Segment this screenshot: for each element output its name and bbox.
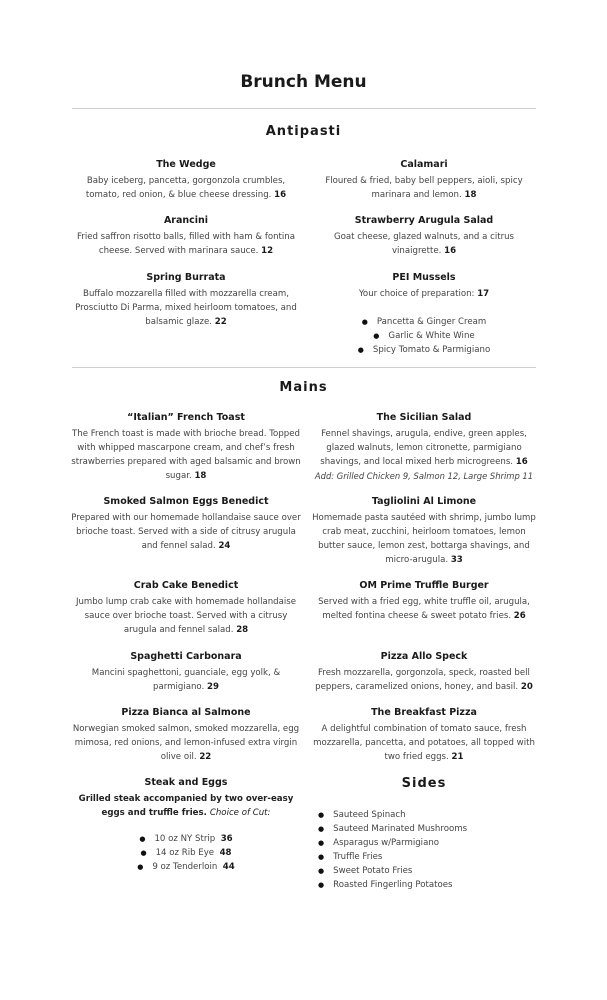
preparation-options — [308, 315, 540, 357]
item-description: A delightful combination of tomato sauce, fresh mozzarella, pancetta, and potatoes, all topped with two fried eggs. 21 — [313, 724, 535, 762]
menu-item — [70, 496, 302, 553]
item-description: Your choice of preparation: 17 — [358, 289, 490, 299]
item-name: Pizza Allo Speck — [380, 651, 468, 662]
sides-list — [318, 808, 467, 892]
menu-item — [308, 215, 540, 258]
item-description: Fresh mozzarella, gorgonzola, speck, roasted bell peppers, caramelized onions, honey, and basil. 20 — [315, 668, 533, 692]
cut-price: 44 — [222, 862, 235, 872]
menu-title: Brunch Menu — [240, 72, 367, 92]
item-description: Served with a fried egg, white truffle oil, arugula, melted fontina cheese & sweet potato fries. 26 — [318, 597, 530, 621]
menu-item — [308, 272, 540, 357]
item-name: The Breakfast Pizza — [371, 707, 477, 718]
divider — [72, 108, 536, 109]
menu-item — [70, 272, 302, 329]
divider — [72, 367, 536, 368]
side-item: ● Asparagus w/Parmigiano — [318, 836, 467, 850]
menu-item — [308, 707, 540, 764]
item-description: Buffalo mozzarella filled with mozzarella cream, Prosciutto Di Parma, mixed heirloom tomatoes, and balsamic glaze. 22 — [75, 289, 297, 327]
item-name: PEI Mussels — [392, 272, 456, 283]
item-name: Pizza Bianca al Salmone — [121, 707, 251, 718]
item-price: 18 — [464, 190, 477, 200]
item-description: Grilled steak accompanied by two over-easy eggs and truffle fries. Choice of Cut: — [78, 794, 294, 818]
side-item: ● Sweet Potato Fries — [318, 864, 467, 878]
item-description: Mancini spaghettoni, guanciale, egg yolk, & parmigiano. 29 — [91, 668, 281, 692]
menu-item — [70, 651, 302, 694]
item-description: Goat cheese, glazed walnuts, and a citrus vinaigrette. 16 — [333, 232, 515, 256]
cut-options — [70, 832, 302, 874]
item-price: 22 — [214, 317, 227, 327]
menu-item — [308, 580, 540, 623]
item-name: Crab Cake Benedict — [133, 580, 239, 591]
cut-option: ● 14 oz Rib Eye 48 — [70, 846, 302, 860]
item-name: Arancini — [163, 215, 209, 226]
side-item: ● Sauteed Spinach — [318, 808, 467, 822]
item-description: Fennel shavings, arugula, endive, green apples, glazed walnuts, lemon citronette, parmigiano shavings, and local mixed herb microgreens. 16 — [320, 429, 528, 467]
side-item: ● Truffle Fries — [318, 850, 467, 864]
side-item: ● Sauteed Marinated Mushrooms — [318, 822, 467, 836]
option-item: ● Spicy Tomato & Parmigiano — [308, 343, 540, 357]
item-name: Calamari — [400, 159, 448, 170]
menu-item — [308, 496, 540, 567]
item-name: The Wedge — [156, 159, 216, 170]
menu-item — [70, 159, 302, 202]
item-price: 28 — [236, 625, 249, 635]
item-description: Norwegian smoked salmon, smoked mozzarella, egg mimosa, red onions, and lemon-infused extra virgin olive oil. 22 — [72, 724, 300, 762]
item-name: Tagliolini Al Limone — [371, 496, 477, 507]
section-heading-antipasti: Antipasti — [265, 124, 342, 139]
item-price: 24 — [218, 541, 231, 551]
menu-item — [308, 651, 540, 694]
item-name: Steak and Eggs — [144, 777, 228, 788]
item-price: 12 — [261, 246, 274, 256]
item-price: 16 — [515, 457, 528, 467]
side-item: ● Roasted Fingerling Potatoes — [318, 878, 467, 892]
item-price: 21 — [451, 752, 464, 762]
item-name: The Sicilian Salad — [376, 412, 472, 423]
menu-item — [70, 777, 302, 874]
menu-item — [308, 159, 540, 202]
item-name: Smoked Salmon Eggs Benedict — [103, 496, 269, 507]
section-heading-mains: Mains — [279, 380, 328, 395]
menu-item — [70, 707, 302, 764]
item-price: 16 — [274, 190, 287, 200]
cut-price: 36 — [220, 834, 233, 844]
item-name: “Italian” French Toast — [127, 412, 245, 423]
item-price: 33 — [450, 555, 463, 565]
menu-item — [308, 412, 540, 483]
item-price: 26 — [513, 611, 526, 621]
add-ons: Add: Grilled Chicken 9, Salmon 12, Large Shrimp 11 — [314, 471, 534, 481]
option-item: ● Pancetta & Ginger Cream — [308, 315, 540, 329]
cut-price: 48 — [219, 848, 232, 858]
item-price: 22 — [199, 752, 212, 762]
item-price: 20 — [520, 682, 533, 692]
item-name: OM Prime Truffle Burger — [359, 580, 489, 591]
choice-label: Choice of Cut: — [209, 808, 271, 818]
item-description: Fried saffron risotto balls, filled with ham & fontina cheese. Served with marinara sauce. 12 — [76, 232, 296, 256]
option-item: ● Garlic & White Wine — [308, 329, 540, 343]
item-description: Homemade pasta sautéed with shrimp, jumbo lump crab meat, zucchini, heirloom tomatoes, lemon butter sauce, lemon zest, bottarga shavings, and micro-arugula. 33 — [312, 513, 536, 565]
item-price: 18 — [194, 471, 207, 481]
item-description: Jumbo lump crab cake with homemade hollandaise sauce over brioche toast. Served with a citrusy arugula and fennel salad. 28 — [75, 597, 297, 635]
item-description: Prepared with our homemade hollandaise sauce over brioche toast. Served with a side of citrusy arugula and fennel salad. 24 — [71, 513, 301, 551]
item-description: Baby iceberg, pancetta, gorgonzola crumbles, tomato, red onion, & blue cheese dressing. 16 — [85, 176, 287, 200]
section-heading-sides: Sides — [401, 776, 447, 791]
menu-item — [70, 215, 302, 258]
cut-option: ● 10 oz NY Strip 36 — [70, 832, 302, 846]
item-description: The French toast is made with brioche bread. Topped with whipped mascarpone cream, and chef’s fresh strawberries prepared with aged balsamic and brown sugar. 18 — [71, 429, 301, 481]
item-name: Spaghetti Carbonara — [130, 651, 242, 662]
item-price: 17 — [477, 289, 490, 299]
item-name: Strawberry Arugula Salad — [354, 215, 494, 226]
item-price: 29 — [207, 682, 219, 692]
cut-option: ● 9 oz Tenderloin 44 — [70, 860, 302, 874]
menu-item — [70, 412, 302, 483]
item-name: Spring Burrata — [146, 272, 226, 283]
menu-item — [70, 580, 302, 637]
item-price: 16 — [444, 246, 457, 256]
item-description: Floured & fried, baby bell peppers, aioli, spicy marinara and lemon. 18 — [325, 176, 523, 200]
